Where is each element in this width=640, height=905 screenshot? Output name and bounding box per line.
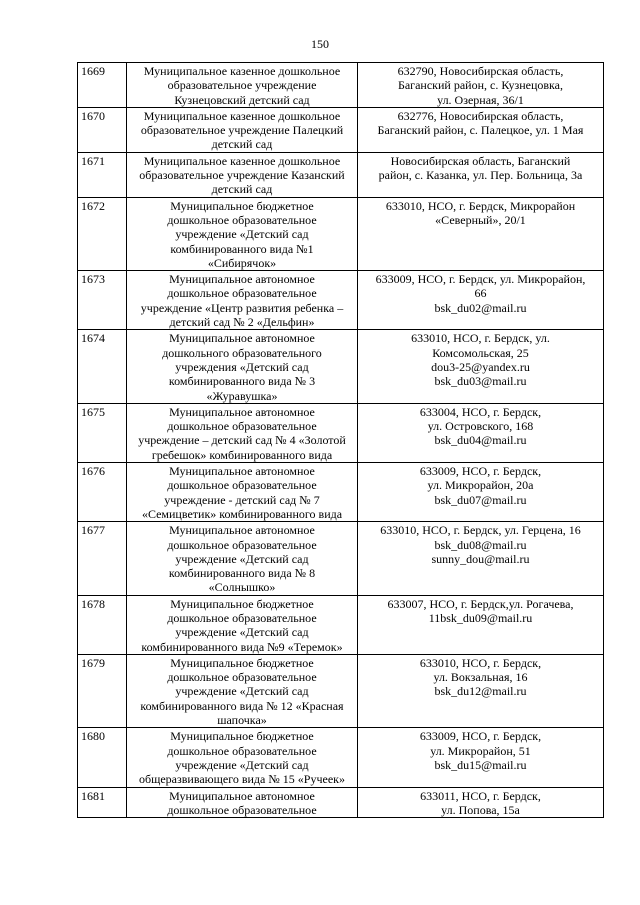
institution-name-line: комбинированного вида № 8 [168,566,316,581]
institution-name-line: комбинированного вида № 3 [168,374,316,389]
address-cell [358,654,604,727]
table-row [78,463,604,522]
address-line: ул. Вокзальная, 16 [433,670,528,685]
institution-name-line: Муниципальное бюджетное [170,729,314,744]
institution-name-line: учреждение «Детский сад [175,757,309,772]
address-line: ул. Островского, 168 [427,419,534,434]
address-cell [358,463,604,522]
row-number: 1672 [78,197,127,270]
address-line: 633007, НСО, г. Бердск,ул. Рогачева, [387,596,574,611]
institution-name-cell [127,403,358,462]
table-row [78,654,604,727]
institution-name-line: Муниципальное автономное [169,464,315,479]
table-row [78,595,604,654]
row-number: 1676 [78,463,127,522]
address-line: «Северный», 20/1 [435,212,526,227]
institution-name-line: «Солнышко» [208,580,276,595]
institution-name-line: дошкольного образовательного [162,345,322,360]
address-line: bsk_du04@mail.ru [434,433,527,448]
address-line: 633010, НСО, г. Бердск, Микрорайон [385,198,576,213]
table-row [78,522,604,595]
address-cell [358,271,604,330]
institution-name-line: учреждение – детский сад № 4 «Золотой [138,433,346,448]
institution-name-line: дошкольное образовательное [167,670,317,685]
institution-name-line: «Семицветик» комбинированного вида [141,506,343,521]
institution-name-line: дошкольное образовательное [167,212,317,227]
address-line: ул. Попова, 15а [441,802,520,817]
institution-name-cell [127,330,358,403]
address-line: Новосибирская область, Баганский [390,153,571,168]
row-number: 1669 [78,63,127,108]
address-line: 633009, НСО, г. Бердск, [419,464,542,479]
address-line: 633011, НСО, г. Бердск, [420,788,541,803]
institutions-table [77,62,604,818]
table-row [78,152,604,197]
institution-name-cell [127,522,358,595]
institution-name-line: Муниципальное казенное дошкольное [143,153,341,168]
address-line: 11bsk_du09@mail.ru [428,610,533,625]
address-line: ул. Микрорайон, 20а [427,478,534,493]
institution-name-line: детский сад [211,182,273,197]
address-line: bsk_du07@mail.ru [434,492,527,507]
institution-name-line: шапочка» [217,713,267,728]
table-row [78,197,604,270]
row-number: 1675 [78,403,127,462]
institution-name-cell [127,107,358,152]
institution-name-line: Муниципальное автономное [169,788,315,803]
address-line: Комсомольская, 25 [432,345,529,360]
institution-name-line: дошкольное образовательное [167,610,317,625]
institution-name-line: Муниципальное автономное [169,404,315,419]
address-line: район, с. Казанка, ул. Пер. Больница, 3а [378,168,583,183]
institution-name-line: дошкольное образовательное [167,743,317,758]
address-line: Баганский район, с. Палецкое, ул. 1 Мая [377,123,584,138]
row-number: 1680 [78,728,127,787]
address-cell [358,728,604,787]
row-number: 1679 [78,654,127,727]
address-cell [358,787,604,818]
institution-name-line: комбинированного вида № 12 «Красная [140,698,344,713]
institution-name-line: «Журавушка» [206,388,278,403]
address-cell [358,522,604,595]
institution-name-line: комбинированного вида №9 «Теремок» [141,639,343,654]
row-number: 1678 [78,595,127,654]
row-number: 1671 [78,152,127,197]
institution-name-line: дошкольное образовательное [167,478,317,493]
institution-name-line: гребешок» комбинированного вида [151,447,333,462]
institution-name-line: учреждения «Детский сад [175,359,309,374]
address-line: bsk_du02@mail.ru [434,300,527,315]
institution-name-line: дошкольное образовательное [167,419,317,434]
address-line: ул. Микрорайон, 51 [430,743,531,758]
institution-name-line: детский сад [211,137,273,152]
institution-name-line: дошкольное образовательное [167,802,317,817]
institution-name-line: учреждение «Детский сад [175,551,309,566]
institution-name-cell [127,787,358,818]
table-row [78,403,604,462]
institution-name-cell [127,728,358,787]
address-line: 633010, НСО, г. Бердск, [419,655,542,670]
institution-name-line: общеразвивающего вида № 15 «Ручеек» [139,772,345,787]
institution-name-line: детский сад № 2 «Дельфин» [169,315,315,330]
row-number: 1674 [78,330,127,403]
institution-name-cell [127,271,358,330]
institution-name-cell [127,197,358,270]
institution-name-line: Муниципальное казенное дошкольное [143,64,341,78]
institution-name-line: образовательное учреждение Палецкий [140,123,344,138]
address-cell [358,152,604,197]
address-line: Баганский район, с. Кузнецовка, [397,78,564,93]
address-line: bsk_du12@mail.ru [434,684,527,699]
address-line: 633004, НСО, г. Бердск, [419,404,542,419]
table-row [78,107,604,152]
institution-name-line: учреждение «Детский сад [175,227,309,242]
institution-name-line: дошкольное образовательное [167,537,317,552]
address-line: sunny_dou@mail.ru [431,551,530,566]
institution-name-line: учреждение «Детский сад [175,625,309,640]
address-cell [358,330,604,403]
address-line: bsk_du03@mail.ru [434,374,527,389]
institution-name-line: Муниципальное автономное [169,272,315,287]
institution-name-line: образовательное учреждение [167,78,317,93]
page-number: 150 [311,37,329,51]
address-cell [358,197,604,270]
address-line: 633009, НСО, г. Бердск, ул. Микрорайон, [375,272,586,287]
table-body [78,63,604,818]
institution-name-line: Муниципальное бюджетное [170,198,314,213]
table-row [78,271,604,330]
address-line: bsk_du15@mail.ru [434,757,527,772]
address-line: 632790, Новосибирская область, [397,64,564,78]
institution-name-line: Муниципальное автономное [169,523,315,538]
table-row [78,787,604,818]
address-line: 632776, Новосибирская область, [397,108,564,123]
address-line: 633010, НСО, г. Бердск, ул. [411,331,550,346]
address-cell [358,107,604,152]
institution-name-line: «Сибирячок» [207,255,277,270]
table-row [78,728,604,787]
institution-name-line: дошкольное образовательное [167,286,317,301]
address-line: ул. Озерная, 36/1 [437,92,524,107]
address-line: bsk_du08@mail.ru [434,537,527,552]
institution-name-line: Муниципальное бюджетное [170,596,314,611]
institution-name-line: Муниципальное автономное [169,331,315,346]
address-line: dou3-25@yandex.ru [431,359,530,374]
institution-name-cell [127,152,358,197]
address-cell [358,403,604,462]
address-line: 66 [474,286,487,301]
institution-name-line: Муниципальное бюджетное [170,655,314,670]
institution-name-cell [127,654,358,727]
institution-name-line: Кузнецовский детский сад [174,92,310,107]
table-row [78,63,604,108]
address-cell [358,595,604,654]
institution-name-line: учреждение «Центр развития ребенка – [140,300,344,315]
institution-name-line: учреждение «Детский сад [175,684,309,699]
address-cell [358,63,604,108]
address-line: 633010, НСО, г. Бердск, ул. Герцена, 16 [380,523,581,538]
institution-name-line: комбинированного вида №1 [170,241,314,256]
institution-name-cell [127,463,358,522]
row-number: 1670 [78,107,127,152]
address-line: 633009, НСО, г. Бердск, [419,729,542,744]
table-row [78,330,604,403]
institution-name-cell [127,63,358,108]
institution-name-line: учреждение - детский сад № 7 [164,492,320,507]
institution-name-cell [127,595,358,654]
institution-name-line: Муниципальное казенное дошкольное [143,108,341,123]
institution-name-line: образовательное учреждение Казанский [139,168,345,183]
row-number: 1681 [78,787,127,818]
row-number: 1677 [78,522,127,595]
row-number: 1673 [78,271,127,330]
